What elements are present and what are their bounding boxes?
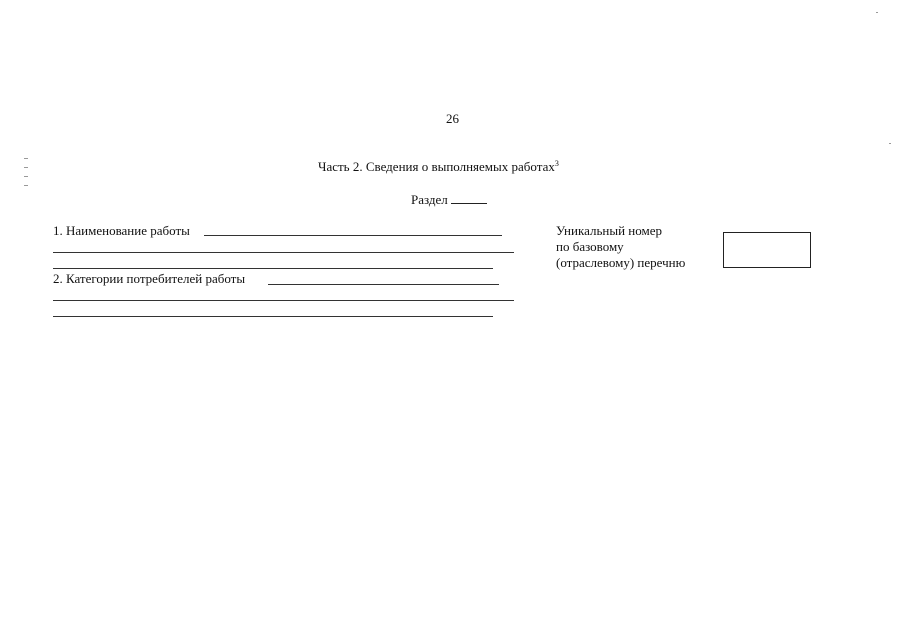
unique-number-label	[556, 223, 685, 271]
section-heading	[411, 191, 487, 208]
work-name-line-1[interactable]	[204, 235, 502, 236]
consumers-label: 2. Категории потребителей работы	[53, 271, 246, 286]
part-title-text: Часть 2. Сведения о выполняемых работах	[318, 159, 555, 174]
work-name-line-2[interactable]	[53, 252, 514, 253]
work-name-line-3[interactable]	[53, 268, 493, 269]
footnote-marker: 3	[554, 159, 559, 168]
section-number-blank[interactable]	[451, 191, 487, 204]
unique-number-line-3: (отраслевому) перечню	[556, 255, 686, 270]
consumers-line-2[interactable]	[53, 300, 514, 301]
section-label: Раздел	[411, 192, 448, 207]
margin-scan-marks	[24, 158, 34, 190]
page-number: 26	[446, 111, 459, 126]
unique-number-line-1: Уникальный номер	[556, 223, 662, 238]
consumers-line-1[interactable]	[268, 284, 499, 285]
consumers-line-3[interactable]	[53, 316, 493, 317]
part-title	[318, 159, 559, 175]
work-name-label: 1. Наименование работы	[53, 223, 190, 238]
unique-number-box[interactable]	[723, 232, 811, 268]
scan-speck	[889, 143, 891, 144]
scan-speck	[876, 12, 878, 13]
unique-number-line-2: по базовому	[556, 239, 624, 254]
